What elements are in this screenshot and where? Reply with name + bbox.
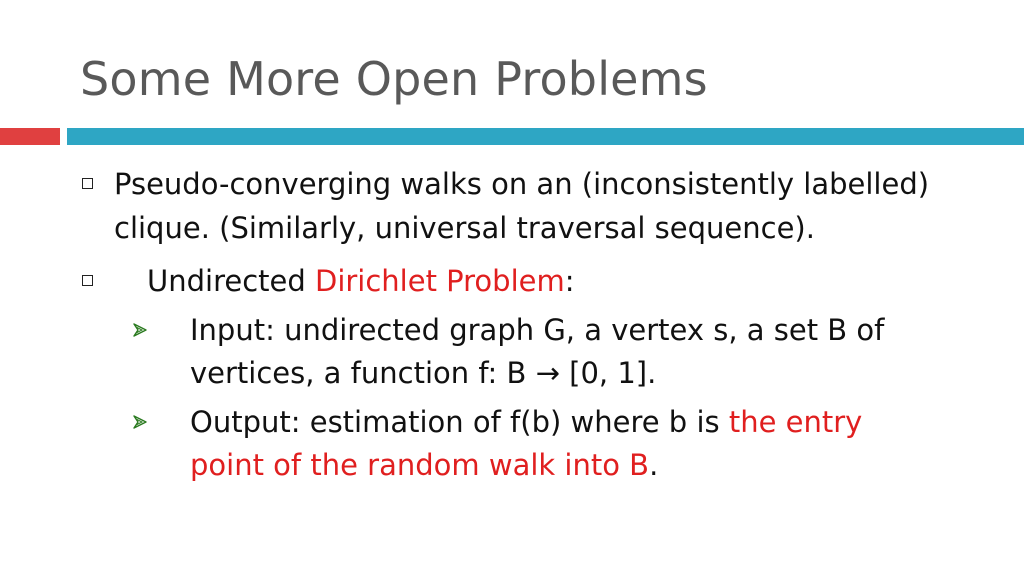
arrow-bullet-icon — [133, 323, 147, 337]
subbullet-2-line-2 — [190, 443, 658, 487]
title-underline-accent-blue — [67, 128, 1024, 145]
bullet-2-line — [147, 259, 575, 303]
subbullet-2-line-1 — [190, 400, 862, 444]
dirichlet-problem-highlight: Dirichlet Problem — [314, 264, 565, 298]
bullet-1-line-1: Pseudo-converging walks on an (inconsistently labelled) — [114, 167, 930, 201]
subbullet-2-plain-1: Output: estimation of f(b) where b is — [190, 405, 729, 439]
bullet-2-prefix: Undirected — [147, 264, 315, 298]
subbullet-1-line-2: vertices, a function f: B → [0, 1]. — [190, 356, 657, 390]
entry-point-highlight-2: point of the random walk into B — [190, 448, 650, 482]
subbullet-1-line-1: Input: undirected graph G, a vertex s, a set B of — [190, 313, 885, 347]
title-underline-accent-red — [0, 128, 60, 145]
square-bullet-icon — [82, 275, 93, 286]
square-bullet-icon — [82, 178, 93, 189]
arrow-bullet-icon — [133, 415, 147, 429]
bullet-1-line-2: clique. (Similarly, universal traversal sequence). — [114, 211, 815, 245]
entry-point-highlight-1: the entry — [728, 405, 863, 439]
bullet-2-suffix: : — [564, 264, 575, 298]
slide-title: Some More Open Problems — [80, 52, 708, 106]
subbullet-2-plain-2: . — [649, 448, 659, 482]
